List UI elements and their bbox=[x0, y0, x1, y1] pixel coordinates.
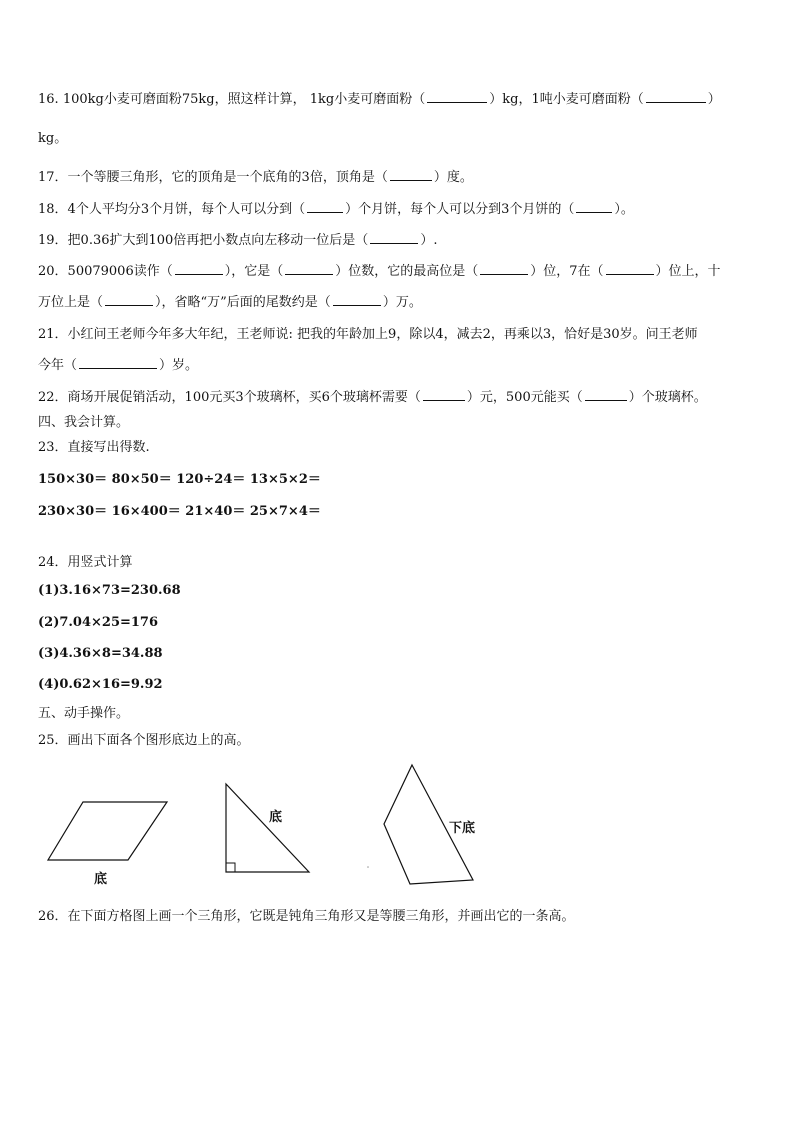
q16-weight-c: 75kg bbox=[181, 92, 215, 107]
q24-item-4: (4)0.62×16=9.92 bbox=[38, 677, 163, 692]
q24-item-3: (3)4.36×8=34.88 bbox=[38, 646, 163, 661]
right-triangle-figure bbox=[226, 784, 309, 872]
q20-text-f: 万位上是（ bbox=[38, 295, 104, 310]
q17-text-end: ）度。 bbox=[433, 170, 473, 185]
q22-text-mid: ）元，500元能买（ bbox=[466, 390, 583, 405]
q23-row-2: 230×30＝ 16×400＝ 21×40＝ 25×7×4＝ bbox=[38, 504, 321, 519]
q24-item-2: (2)7.04×25=176 bbox=[38, 615, 159, 630]
q20-text-g: ），省略“万”后面的尾数约是（ bbox=[155, 295, 331, 310]
q16-text-f: 小麦可磨面粉（ bbox=[334, 92, 426, 107]
q18-text-end: ）。 bbox=[614, 202, 634, 217]
q20-text-a: 20．50079006读作（ bbox=[38, 264, 173, 279]
q21-text-b: ）岁。 bbox=[159, 358, 199, 373]
q16-text-d: ，照这样计算， bbox=[214, 92, 306, 107]
question-26 bbox=[38, 905, 575, 924]
q22-text: 22．商场开展促销活动，100元买3个玻璃杯，买6个玻璃杯需要（ bbox=[38, 390, 421, 405]
q20-text-b: ），它是（ bbox=[224, 264, 284, 279]
q21-text: 21．小红问王老师今年多大年纪，王老师说: 把我的年龄加上9，除以4，减去2，再乘以3，恰好是30岁。问王老师 bbox=[38, 327, 698, 342]
q17-text: 17．一个等腰三角形，它的顶角是一个底角的3倍，顶角是（ bbox=[38, 170, 388, 185]
q16-weight-e: 1kg bbox=[309, 92, 335, 107]
q22-text-end: ）个玻璃杯。 bbox=[628, 390, 707, 405]
q21-text-a: 今年（ bbox=[38, 358, 78, 373]
q19-text-end: ）. bbox=[420, 233, 438, 248]
section-4-title: 四、我会计算。 bbox=[38, 415, 130, 430]
q19-text: 19．把0.36扩大到100倍再把小数点向左移动一位后是（ bbox=[38, 233, 369, 248]
q16-text-b: 小麦可磨面粉 bbox=[103, 92, 182, 107]
triangle-base-label: 底 bbox=[269, 810, 283, 825]
q16-end: 。 bbox=[54, 131, 68, 146]
q20-text-h: ）万。 bbox=[382, 295, 422, 310]
q20-text-d: ）位，7在（ bbox=[530, 264, 604, 279]
right-angle-marker bbox=[226, 863, 235, 872]
q18-text-mid: ）个月饼，每个人可以分到3个月饼的（ bbox=[345, 202, 575, 217]
q25-title: 25．画出下面各个图形底边上的高。 bbox=[38, 733, 250, 748]
q23-row-1: 150×30＝ 80×50＝ 120÷24＝ 13×5×2＝ bbox=[38, 472, 321, 487]
q18-text: 18．4个人平均分3个月饼，每个人可以分到（ bbox=[38, 202, 306, 217]
q24-item-1: (1)3.16×73=230.68 bbox=[38, 583, 181, 598]
section-5-title: 五、动手操作。 bbox=[38, 706, 130, 721]
q20-text-e: ）位上，十 bbox=[655, 264, 721, 279]
parallelogram-figure bbox=[48, 802, 167, 860]
q24-title: 24．用竖式计算 bbox=[38, 555, 133, 570]
q20-text-c: ）位数，它的最高位是（ bbox=[335, 264, 479, 279]
q26-text: 26．在下面方格图上画一个三角形，它既是钝角三角形又是等腰三角形，并画出它的一条高。 bbox=[38, 909, 575, 924]
stray-dot bbox=[367, 866, 369, 868]
parallelogram-base-label: 底 bbox=[94, 872, 108, 887]
q16-number: 16. bbox=[38, 92, 59, 107]
q16-weight-a: 100kg bbox=[62, 92, 104, 107]
q23-title: 23．直接写出得数. bbox=[38, 440, 150, 455]
q16-text-g: ）kg，1吨小麦可磨面粉（ bbox=[489, 92, 644, 107]
trapezoid-base-label: 下底 bbox=[449, 821, 476, 836]
q16-unit: kg bbox=[38, 131, 55, 146]
q16-text-h: ） bbox=[707, 92, 721, 107]
